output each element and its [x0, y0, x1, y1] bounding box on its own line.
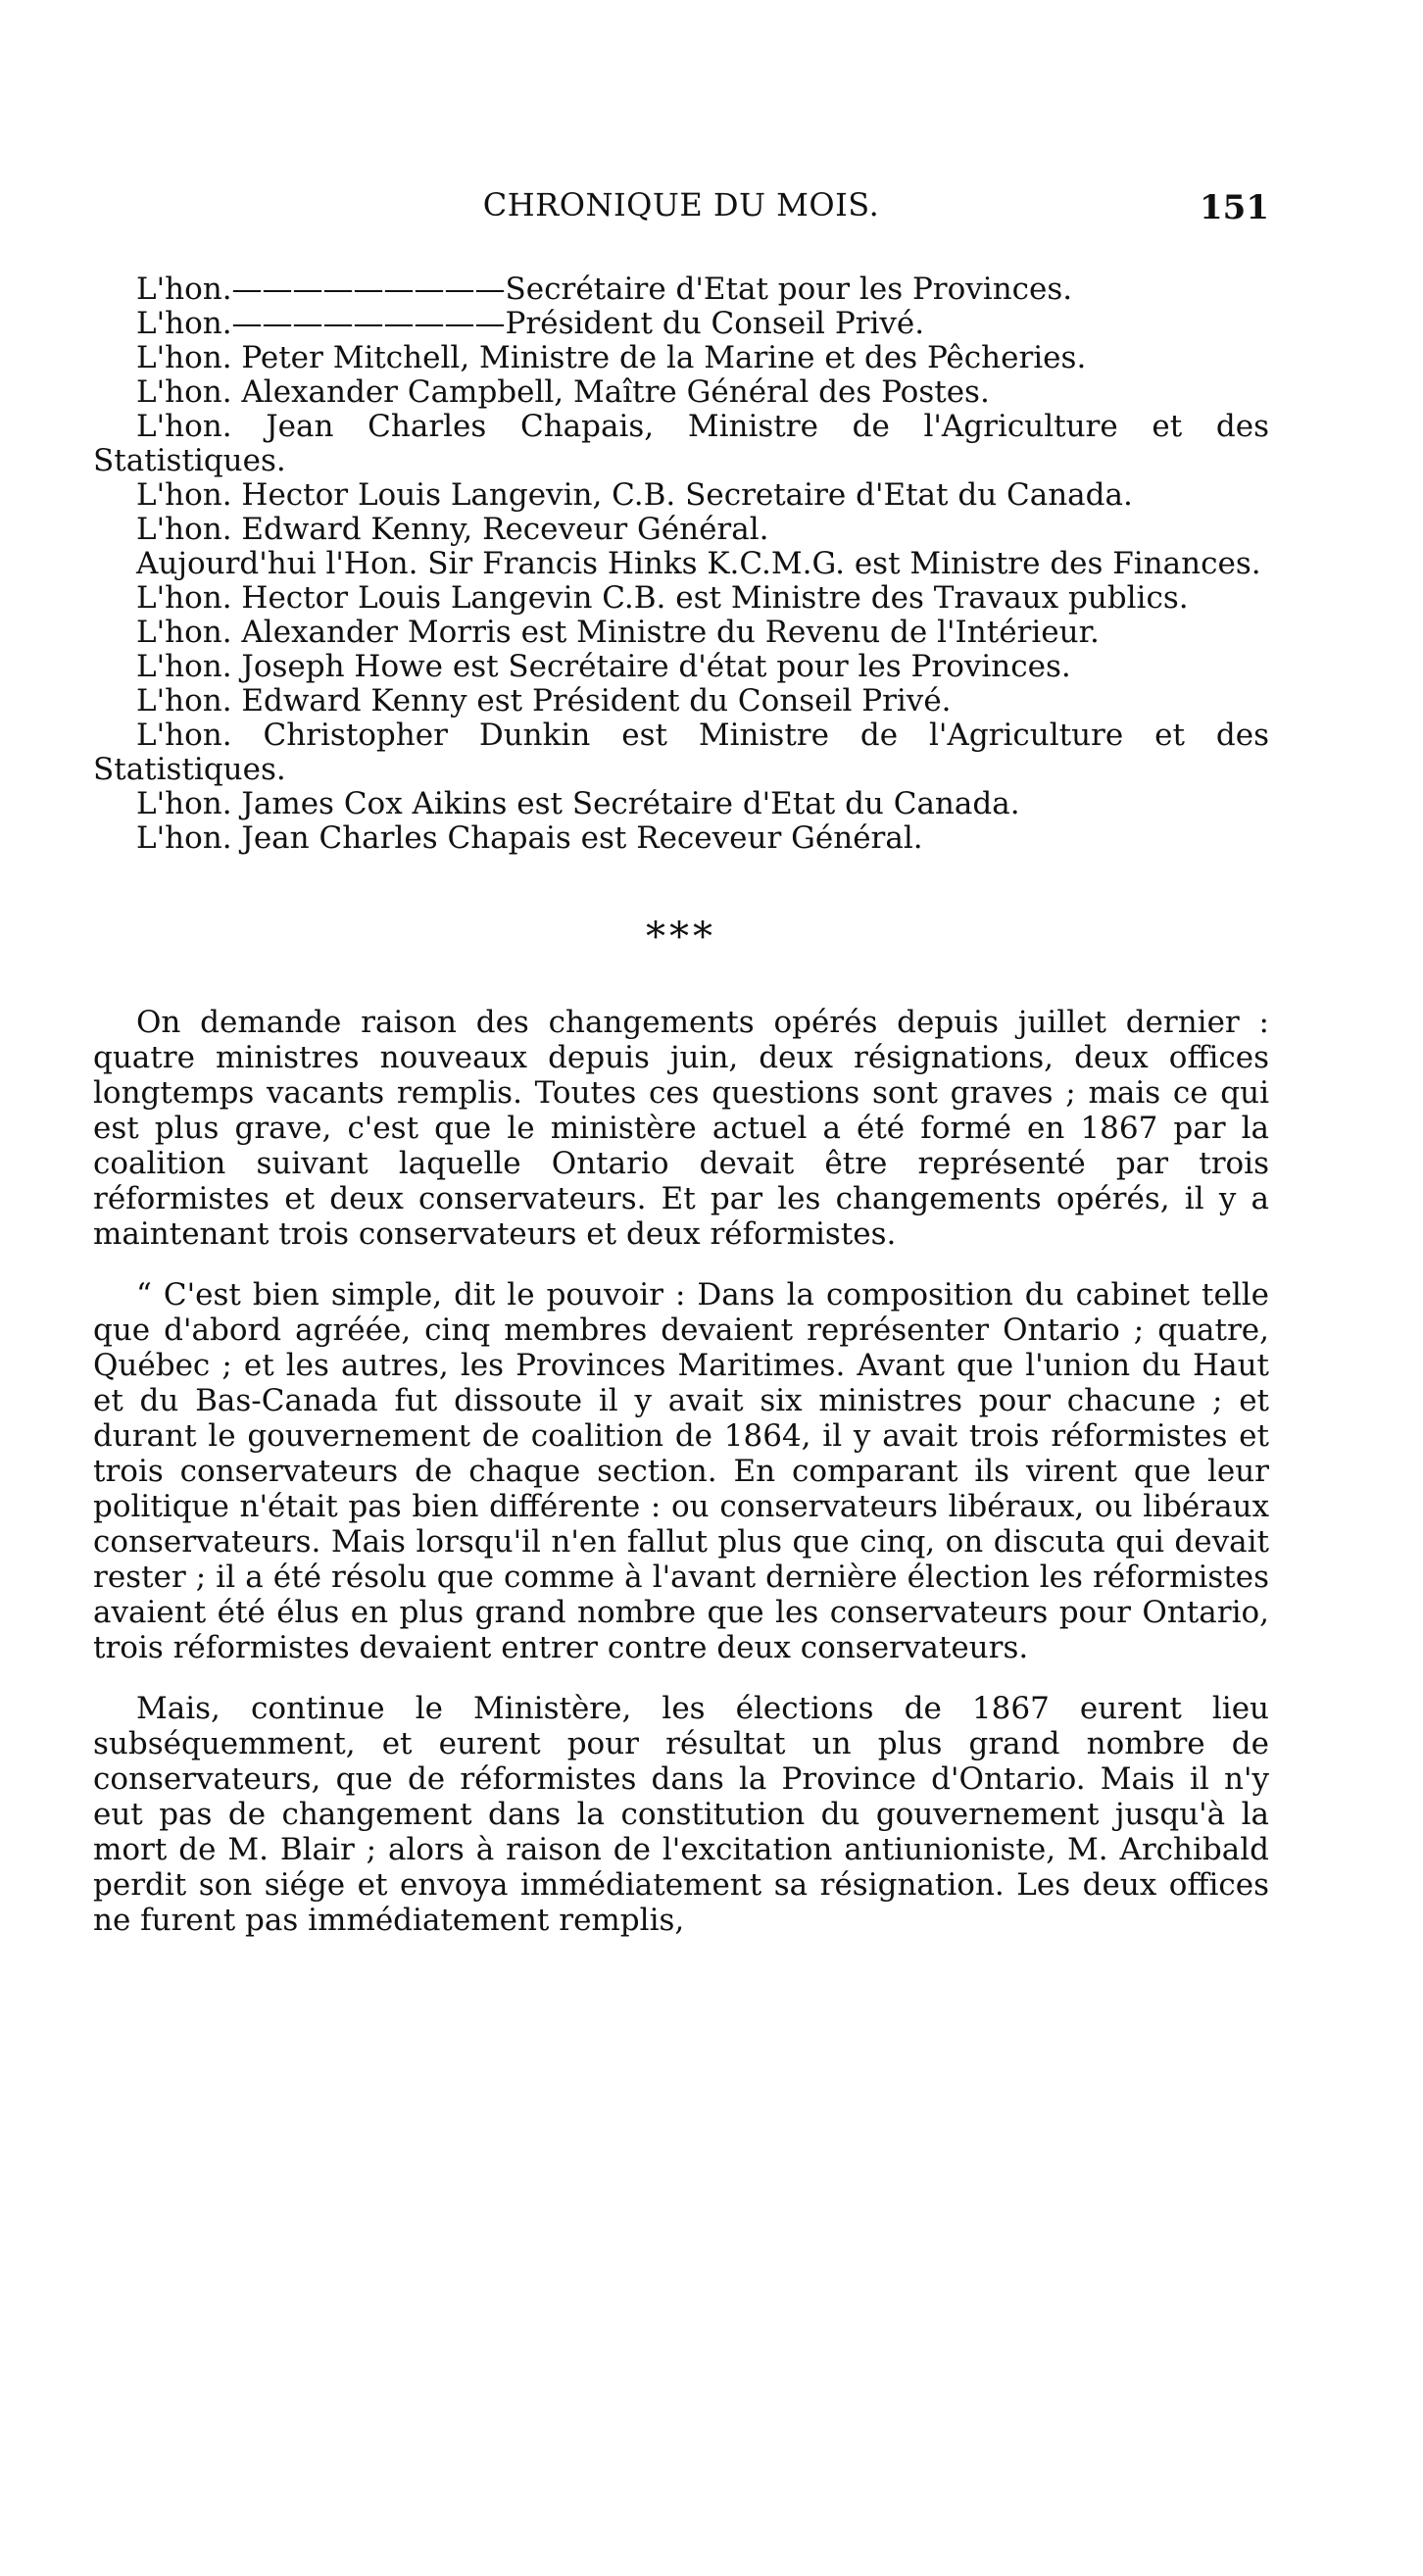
- list-item: L'hon. Jean Charles Chapais, Ministre de l'Agriculture et des Statistiques.: [93, 409, 1269, 478]
- list-item: L'hon. Alexander Campbell, Maître Général des Postes.: [136, 374, 990, 410]
- list-item: L'hon. Edward Kenny est Président du Conseil Privé.: [136, 683, 952, 718]
- list-item: L'hon.—————————Secrétaire d'Etat pour les Provinces.: [136, 272, 1073, 307]
- body-text: [93, 1005, 1269, 1938]
- page-header: [93, 186, 1269, 245]
- list-item: L'hon.—————————Président du Conseil Privé.: [136, 306, 925, 341]
- running-title: CHRONIQUE DU MOIS.: [482, 186, 880, 223]
- list-item: L'hon. Joseph Howe est Secrétaire d'état pour les Provinces.: [136, 649, 1071, 684]
- list-item: L'hon. Hector Louis Langevin, C.B. Secretaire d'Etat du Canada.: [136, 477, 1133, 513]
- list-item: L'hon. Alexander Morris est Ministre du Revenu de l'Intérieur.: [136, 615, 1100, 650]
- list-item: Aujourd'hui l'Hon. Sir Francis Hinks K.C.M.G. est Ministre des Finances.: [136, 546, 1261, 581]
- list-item: L'hon. Hector Louis Langevin C.B. est Ministre des Travaux publics.: [136, 580, 1189, 616]
- paragraph: Mais, continue le Ministère, les élections de 1867 eurent lieu subséquemment, et eurent pour résultat un plus grand nombre de conservateurs, que de réformistes dans la Province d'Ontario. Mais il n'y eut pas de changement dans la constitution du gouvernement jusqu'à la mort de M. Blair ; alors à raison de l'excitation antiunioniste, M. Archibald perdit son siége et envoya immédiatement sa résignation. Les deux offices ne furent pas immédiatement remplis,: [93, 1691, 1269, 1938]
- paragraph: On demande raison des changements opérés depuis juillet dernier : quatre ministres nouveaux depuis juin, deux résignations, deux offices longtemps vacants remplis. Toutes ces questions sont graves ; mais ce qui est plus grave, c'est que le ministère actuel a été formé en 1867 par la coalition suivant laquelle Ontario devait être représenté par trois réformistes et deux conservateurs. Et par les changements opérés, il y a maintenant trois conservateurs et deux réformistes.: [93, 1005, 1269, 1252]
- paragraph: “ C'est bien simple, dit le pouvoir : Dans la composition du cabinet telle que d'abord agréée, cinq membres devaient représenter Ontario ; quatre, Québec ; et les autres, les Provinces Maritimes. Avant que l'union du Haut et du Bas-Canada fut dissoute il y avait six ministres pour chacune ; et durant le gouvernement de coalition de 1864, il y avait trois réformistes et trois conservateurs de chaque section. En comparant ils virent que leur politique n'était pas bien différente : ou conservateurs libéraux, ou libéraux conservateurs. Mais lorsqu'il n'en fallut plus que cinq, on discuta qui devait rester ; il a été résolu que comme à l'avant dernière élection les réformistes avaient été élus en plus grand nombre que les conservateurs pour Ontario, trois réformistes devaient entrer contre deux conservateurs.: [93, 1277, 1269, 1665]
- list-item: L'hon. Jean Charles Chapais est Receveur Général.: [136, 820, 923, 856]
- list-item: L'hon. James Cox Aikins est Secrétaire d'Etat du Canada.: [136, 786, 1020, 821]
- page-number: 151: [1200, 188, 1269, 227]
- list-item: L'hon. Christopher Dunkin est Ministre de l'Agriculture et des Statistiques.: [93, 718, 1269, 787]
- list-item: L'hon. Peter Mitchell, Ministre de la Marine et des Pêcheries.: [136, 340, 1087, 375]
- minister-list: [93, 272, 1269, 856]
- book-page: [93, 186, 1269, 1963]
- section-separator: ***: [646, 915, 716, 960]
- list-item: L'hon. Edward Kenny, Receveur Général.: [136, 512, 769, 547]
